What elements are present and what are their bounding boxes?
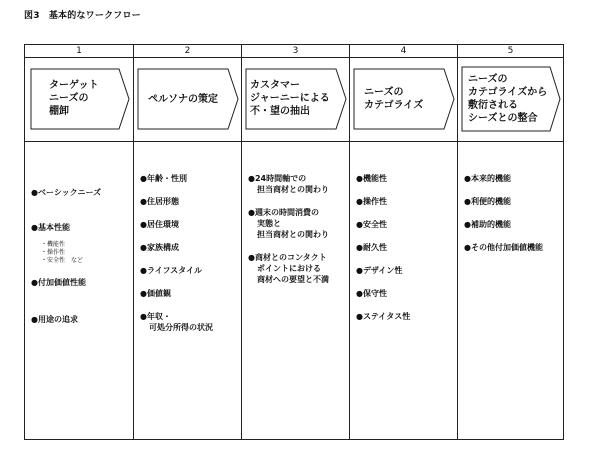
workflow-table — [24, 44, 564, 440]
list-item: ●住居形態 — [140, 197, 179, 206]
list-item: ●本来的機能 — [464, 174, 511, 183]
list-item: ●利便的機能 — [464, 197, 511, 206]
list-item: ●用途の追求 — [31, 315, 78, 324]
list-item-continuation: 商材への要望と不満 — [257, 275, 329, 284]
list-item: ●家族構成 — [140, 243, 179, 252]
list-item: ●付加価値性能 — [31, 278, 86, 287]
step-title — [250, 79, 330, 118]
list-item: ●補助的機能 — [464, 220, 511, 229]
list-item: ●24時間軸での 担当商材との関わり — [248, 173, 347, 195]
step-title-line: ペルソナの策定 — [148, 94, 218, 105]
step-title-line: ニーズの — [49, 93, 89, 104]
list-item: ●居住環境 — [140, 220, 179, 229]
step-title-line: カテゴライズ — [364, 100, 424, 111]
item-list — [356, 173, 455, 334]
sub-item-list — [41, 241, 131, 265]
column-number: 3 — [242, 45, 349, 58]
step-title-line: 棚卸 — [49, 106, 69, 117]
workflow-column-4 — [349, 45, 457, 439]
list-item-continuation: ポイントにおける — [257, 264, 321, 273]
item-list — [248, 173, 347, 297]
list-item-continuation: 可処分所得の状況 — [149, 323, 213, 332]
list-item: ●基本性能 ・機能性 ・操作性 ・安全性 など — [31, 222, 131, 265]
list-item: ●週末の時間消費の 実態と 担当商材との関わり — [248, 207, 347, 240]
list-item: ●保守性 — [356, 289, 387, 298]
step-title-line: ターゲット — [49, 80, 99, 91]
column-number: 1 — [25, 45, 133, 58]
list-item: ●操作性 — [356, 197, 387, 206]
workflow-column-5 — [457, 45, 563, 439]
step-title-line: ジャーニーによる — [250, 93, 330, 104]
list-item: ●年齢・性別 — [140, 174, 187, 183]
list-item-continuation: 担当商材との関わり — [257, 185, 329, 194]
step-title-line: 不・望の抽出 — [250, 106, 310, 117]
list-item-continuation: 実態と — [257, 219, 281, 228]
column-header-band — [242, 57, 349, 142]
workflow-column-2 — [133, 45, 241, 439]
list-item: ●機能性 — [356, 174, 387, 183]
step-title-line: カスタマー — [250, 80, 300, 91]
list-item: ●耐久性 — [356, 243, 387, 252]
step-title — [49, 79, 99, 118]
step-title — [468, 73, 547, 125]
workflow-column-1 — [25, 45, 133, 439]
step-title-line: シーズとの整合 — [468, 113, 538, 124]
column-header-band — [25, 57, 133, 142]
item-list — [464, 173, 561, 265]
list-item: ●安全性 — [356, 220, 387, 229]
step-title-line: 敷衍される — [468, 100, 518, 111]
list-item: ●ライフスタイル — [140, 266, 203, 275]
item-list — [31, 187, 131, 337]
list-item: ●その他付加価値機能 — [464, 243, 543, 252]
workflow-column-3 — [241, 45, 349, 439]
list-item: ●価値観 — [140, 289, 171, 298]
column-header-band — [458, 57, 563, 142]
column-number: 4 — [350, 45, 457, 58]
column-number: 2 — [134, 45, 241, 58]
list-item-continuation: 担当商材との関わり — [257, 230, 329, 239]
figure-title: 図3 基本的なワークフロー — [24, 11, 141, 21]
sub-item: ・操作性 — [41, 249, 66, 256]
list-item: ●ステイタス性 — [356, 312, 411, 321]
list-item: ●ベーシックニーズ — [31, 188, 102, 197]
sub-item: ・安全性 など — [41, 257, 84, 264]
step-title — [364, 86, 423, 112]
list-item: ●年収・ 可処分所得の状況 — [140, 311, 239, 333]
sub-item: ・機能性 — [41, 241, 66, 248]
step-title-line: カテゴライズから — [468, 87, 548, 98]
item-list — [140, 173, 239, 345]
step-title-line: ニーズの — [364, 87, 404, 98]
column-header-band — [134, 57, 241, 142]
step-title — [148, 93, 218, 106]
list-item: ●デザイン性 — [356, 266, 403, 275]
column-header-band — [350, 57, 457, 142]
column-number: 5 — [458, 45, 563, 58]
list-item: ●商材とのコンタクト ポイントにおける 商材への要望と不満 — [248, 252, 347, 285]
step-title-line: ニーズの — [468, 74, 508, 85]
